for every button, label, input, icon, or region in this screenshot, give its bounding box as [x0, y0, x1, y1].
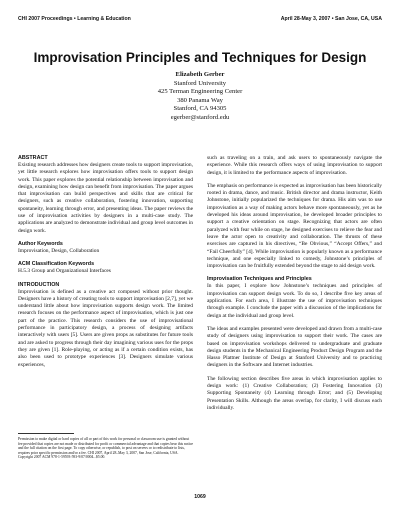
keywords-text: Improvisation, Design, Collaboration [18, 247, 100, 254]
intro-text: Improvisation is defined as a creative act composed without prior thought. Designers have a history of creating tools to support improvisation [2,7], yet we understand little about how improvisation supports design work. The limited research focuses on the performance aspect of improvisation, which is just one part of the practice. This research considers the use of improvisational performance in participatory design, a process of designing artifacts interactively with users [5]. Users are given props as substitutes for future tools and are asked to progress through their day imagining various uses for the props they are given [1]. Role-playing, or acting as if a certain condition exists, has also been used to prototype experiences [3]. Designers simulate various experiences, [18, 288, 193, 368]
author-name: Elizabeth Gerber [175, 71, 225, 78]
author-block [0, 71, 400, 122]
author-city: Stanford, CA 94305 [173, 105, 227, 112]
section-heading: Improvisation Techniques and Principles [207, 276, 312, 283]
abstract-text: Existing research addresses how designers create tools to support improvisation, yet little research explores how improvisation offers tools to support design work. This paper explores the potential relationship between improvisation and design, examining how design can benefit from improvisation. The paper argues that improvisation can build perspectives and skills that are critical for designers, such as creative collaboration, fostering innovation, supporting spontaneity, learning through error, and presenting ideas. The paper reviews the use of improvisation activities by designers in a multi-case study. The applications are analyzed to demonstrate individual and group level outcomes in design work. [18, 162, 193, 234]
author-street: 380 Panama Way [177, 96, 223, 104]
keywords-heading: Author Keywords [18, 240, 63, 247]
body-paragraph: In this paper, I explore how Johnstone’s techniques and principles of improvisation can support design work. To do so, I describe five key areas of application. For each area, I illustrate the use of improvisation techniques through example. I conclude the paper with a discussion of the implications for design at the individual and group level. [207, 283, 382, 319]
right-column [207, 155, 382, 418]
acm-text: H.5.3 Group and Organizational Interfaces [18, 268, 111, 275]
author-department: 425 Terman Engineering Center [157, 88, 243, 95]
running-header-right: April 28-May 3, 2007 • San Jose, CA, USA [280, 16, 382, 22]
author-email: egerber@stanford.edu [170, 113, 230, 121]
page-number: 1069 [194, 494, 206, 500]
body-paragraph: such as traveling on a train, and ask users to spontaneously navigate the experience. While this research offers ways of using improvisation to support design, it is limited to the performance aspects of improvisation. [207, 155, 382, 176]
intro-heading: INTRODUCTION [18, 281, 60, 288]
body-paragraph: The emphasis on performance is expected as improvisation has been historically rooted in drama, dance, and music. British director and drama instructor, Keith Johnstone, initially popularized the techniques for drama. His aim was to use improvisation as a way of making actors behave more spontaneously, yet as he developed his ideas around improvisation, he developed broader principles to support a creative orientation on stage. Recognizing that actors are often paralyzed with fear while on stage, he designed exercises to relieve the fear and leave the actor open to creativity and collaboration. The thrusts of these exercises are captured in his directives, “Be Obvious,” “Accept Offers,” and “Fail Cheerfully” [4]. While improvisation is popularly known as a performance technique, and one especially linked to comedy, Johnstone’s principles of improvisation can be fruitfully extended beyond the stage to aid design work. [207, 182, 382, 270]
abstract-heading: ABSTRACT [18, 155, 48, 161]
body-paragraph: The following section describes five areas in which improvisation applies to design work: (1) Creative Collaboration; (2) Fostering Innovation (3) Supporting Spontaneity (4) Learning through Error; and (5) Developing Presentation Skills. Although the areas overlap, for clarity, I will discuss each individually. [207, 375, 382, 411]
left-column [18, 155, 193, 375]
copyright-footnote: Permission to make digital or hard copies of all or part of this work for personal or classroom use is granted without fee provided that copies are not made or distributed for profit or commercial advantage and that copies bear this notice and the full citation on the first page. To copy otherwise, or republish, to post on servers or to redistribute to lists, requires prior specific permission and/or a fee. CHI 2007, April 28–May 3, 2007, San Jose, California, USA. Copyright 2007 ACM 978-1-59593-593-9/07/0004...$5.00. [18, 437, 193, 460]
body-paragraph: The ideas and examples presented were developed and drawn from a multi-case study of designers using improvisation to support their work. The cases are based on improvisation workshops delivered to undergraduate and graduate design students in the Mechanical Engineering Product Design Program and the Hasso Plattner Institute of Design at Stanford University and to practicing designers in the Software and Internet industries. [207, 325, 382, 369]
footnote-rule [18, 433, 74, 434]
running-header-left: CHI 2007 Proceedings • Learning & Education [18, 16, 131, 22]
paper-title: Improvisation Principles and Techniques for Design [33, 50, 367, 65]
acm-heading: ACM Classification Keywords [18, 261, 95, 268]
author-affiliation: Stanford University [173, 79, 227, 87]
